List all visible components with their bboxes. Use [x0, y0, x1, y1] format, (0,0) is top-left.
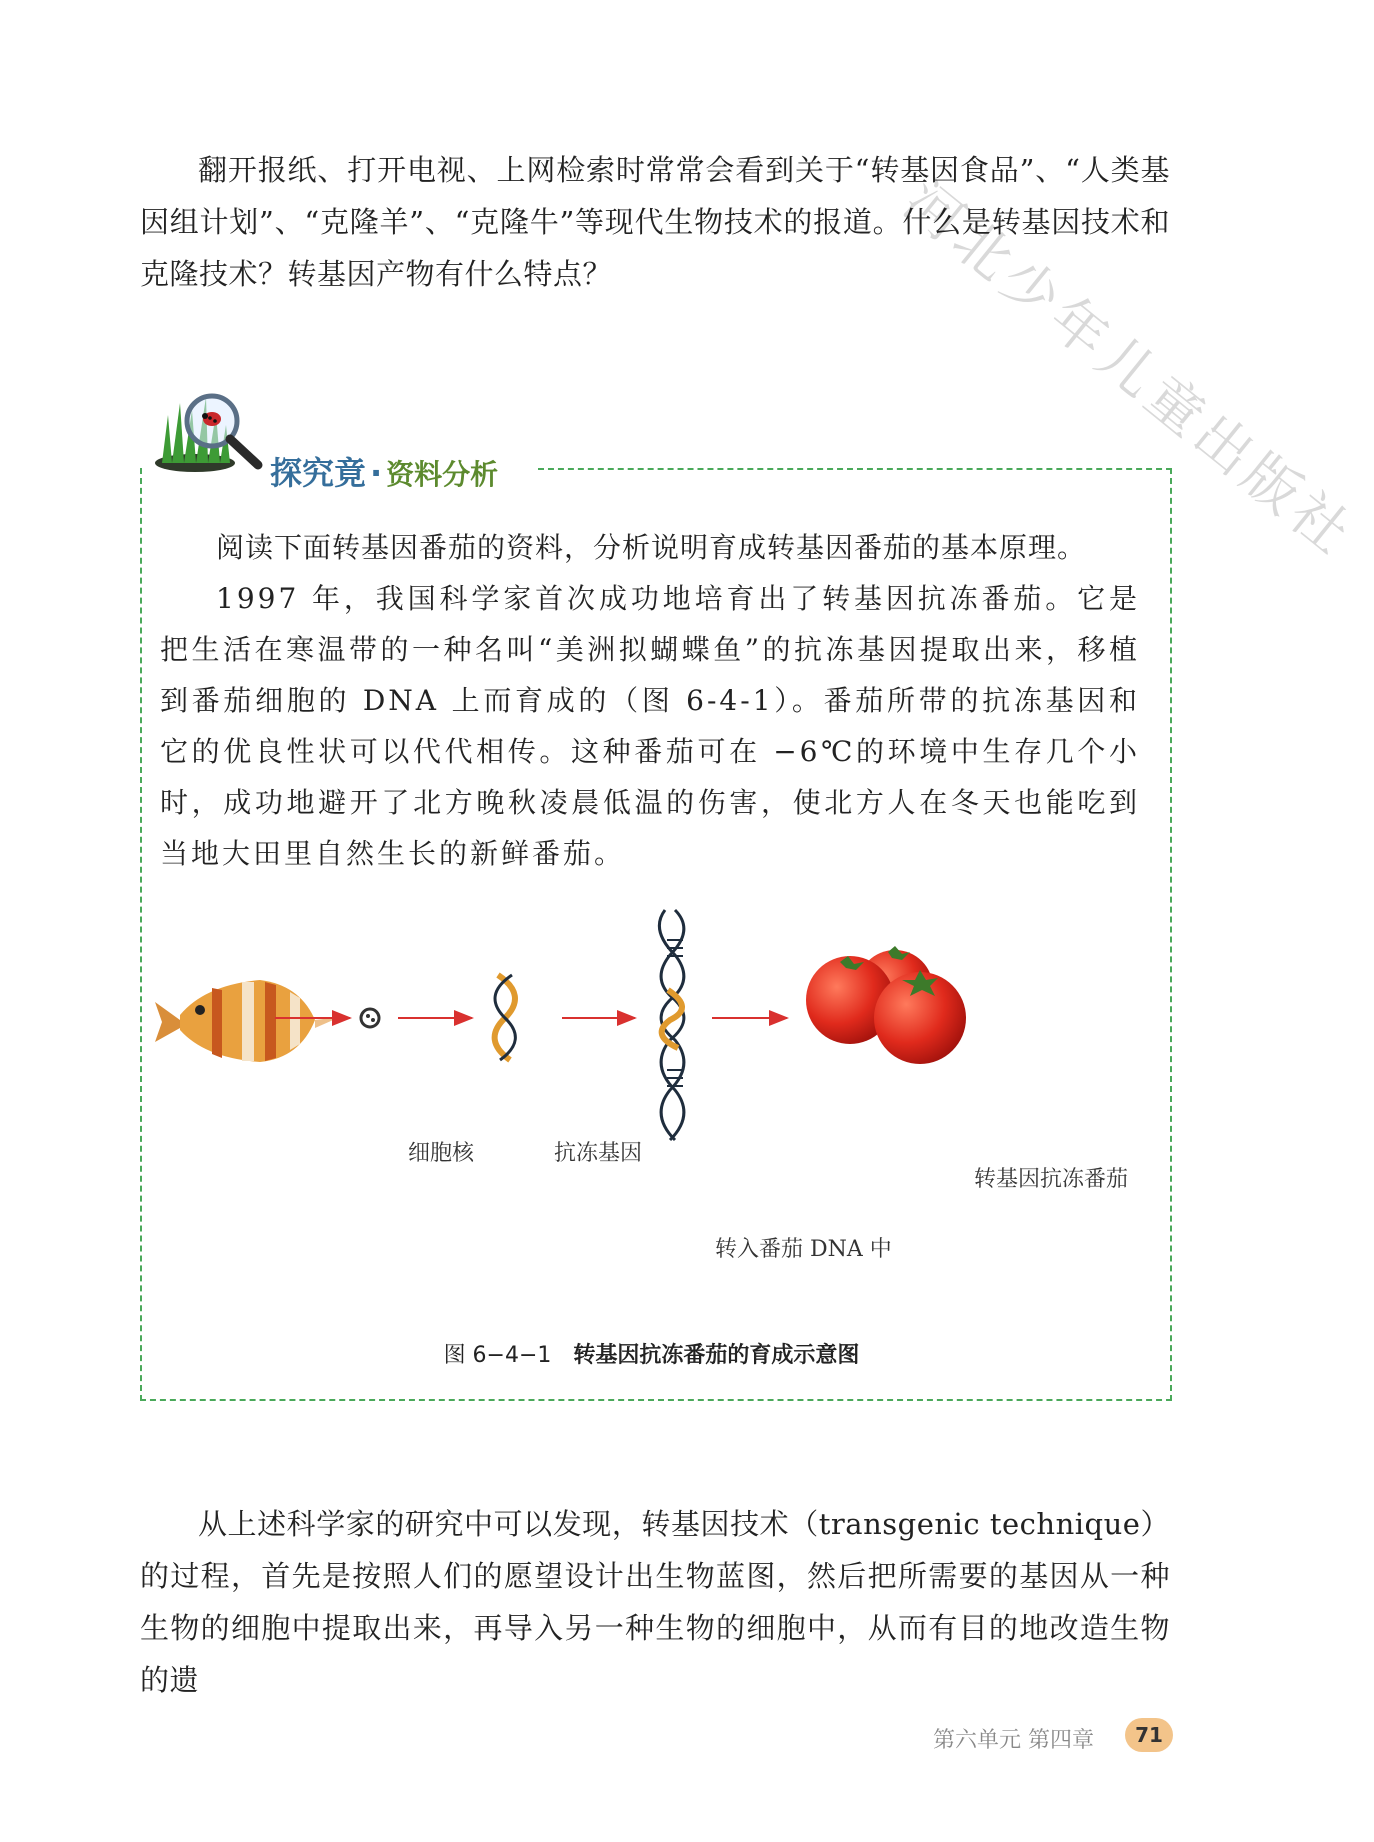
publisher-watermark: 河北少年儿童出版社	[891, 168, 1367, 570]
antifreeze-gene-icon	[495, 975, 516, 1060]
tomatoes-image	[806, 946, 966, 1064]
task-paragraph: 阅读下面转基因番茄的资料，分析说明育成转基因番茄的基本原理。	[216, 531, 1087, 564]
label-transgenic-tomato: 转基因抗冻番茄	[974, 1167, 1129, 1192]
figure-caption	[0, 1338, 1303, 1369]
intro-paragraph: 翻开报纸、打开电视、上网检索时常常会看到关于“转基因食品”、“人类基因组计划”、“克隆羊”、“克隆牛”等现代生物技术的报道。什么是转基因技术和克隆技术？转基因产物有什么特点？	[140, 153, 1170, 291]
cell-nucleus-icon	[361, 1009, 379, 1027]
label-insert-dna: 转入番茄 DNA 中	[715, 1237, 892, 1262]
section-title	[270, 448, 498, 494]
figure-diagram	[150, 940, 1150, 1250]
story-paragraph: 1997 年，我国科学家首次成功地培育出了转基因抗冻番茄。它是把生活在寒温带的一种名叫“美洲拟蝴蝶鱼”的抗冻基因提取出来，移植到番茄细胞的 DNA 上而育成的（图 6-4-1）。番茄所带的抗冻基因和它的优良性状可以代代相传。这种番茄可在 −6℃的环境中生存几个小时，成功地避开了北方晚秋凌晨低温的伤害，使北方人在冬天也能吃到当地大田里自然生长的新鲜番茄。	[160, 582, 1140, 870]
magnifier-ladybug-icon	[150, 385, 280, 475]
conclusion-paragraph: 从上述科学家的研究中可以发现，转基因技术（transgenic technique）的过程，首先是按照人们的愿望设计出生物蓝图，然后把所需要的基因从一种生物的细胞中提取出来，再导入另一种生物的细胞中，从而有目的地改造生物的遗	[140, 1507, 1170, 1697]
label-antifreeze-gene: 抗冻基因	[554, 1141, 643, 1166]
section-title-main: 探究竟	[270, 454, 367, 492]
chapter-footer: 第六单元 第四章	[933, 1728, 1094, 1753]
title-dot: ·	[370, 454, 383, 492]
page-number-badge: 71	[1125, 1718, 1173, 1752]
tomato-dna-icon	[659, 910, 684, 1140]
label-nucleus: 细胞核	[408, 1141, 475, 1166]
figure-title: 转基因抗冻番茄的育成示意图	[573, 1343, 860, 1368]
figure-number: 图 6−4−1	[443, 1343, 552, 1368]
butterfly-fish-image	[155, 980, 340, 1062]
section-subtitle: 资料分析	[386, 458, 499, 491]
